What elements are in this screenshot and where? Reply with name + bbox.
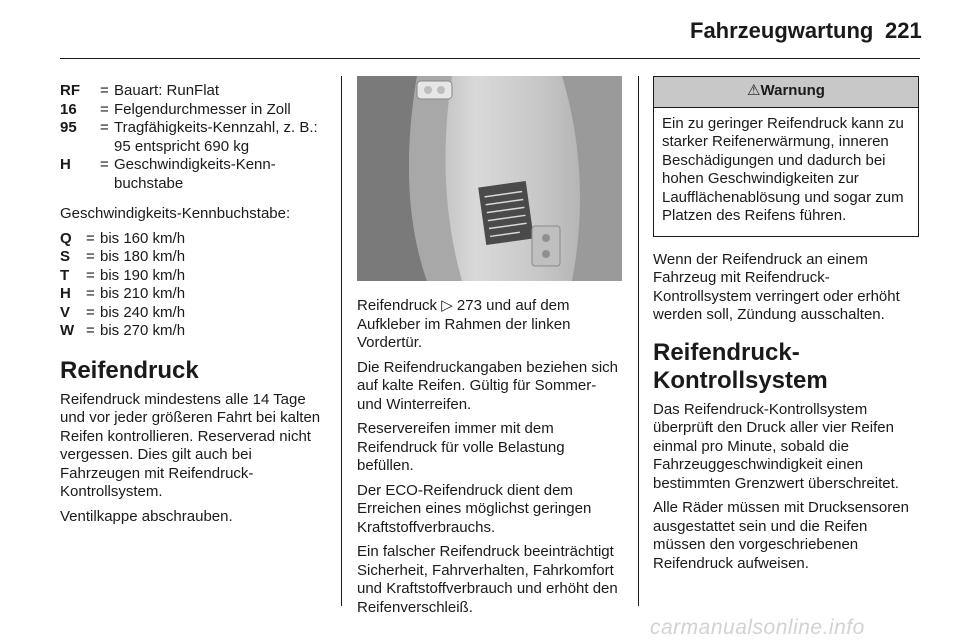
def-text: Tragfähigkeits-Kennzahl, z. B.: 95 entspricht 690 kg — [114, 119, 318, 155]
paragraph: Ein falscher Reifendruck beeinträchtigt Sicherheit, Fahrverhalten, Fahrkomfort und Kraftstoffverbrauch und erhöht den Reifenverschleiß. — [357, 543, 618, 616]
paragraph: Das Reifendruck-Kontrollsystem überprüft den Druck aller vier Reifen einmal pro Minute, sobald die Fahrzeuggeschwindigkeit einen bestimmten Grenzwert überschreitet. — [653, 400, 899, 492]
def-eq: = — [100, 82, 109, 99]
speed-intro: Geschwindigkeits-Kennbuchstabe: — [60, 205, 291, 222]
speed-eq: = — [86, 229, 95, 247]
def-eq: = — [100, 156, 109, 173]
speed-text: bis 160 km/h — [100, 229, 186, 247]
page-ref-icon: ▷ — [441, 297, 457, 314]
def-key: RF — [60, 82, 80, 99]
paragraph: Ventilkappe abschrauben. — [60, 507, 233, 525]
warning-title: Warnung — [760, 82, 825, 99]
def-eq: = — [100, 119, 109, 136]
paragraph: Reifendruck mindestens alle 14 Tage und vor jeder größeren Fahrt bei kalten Reifen kontrollieren. Reserverad nicht vergessen. Dies gilt auch bei Fahrzeugen mit Reifendruck-Kontrollsystem. — [60, 390, 321, 500]
watermark: carmanualsonline.info — [650, 616, 865, 639]
speed-eq: = — [86, 322, 95, 339]
paragraph: Der ECO-Reifendruck dient dem Erreichen eines möglichst geringen Kraftstoffverbrauchs. — [357, 481, 592, 536]
paragraph-text: und auf dem Aufkleber im Rahmen der linken Vordertür. — [357, 297, 571, 351]
warning-header — [654, 77, 918, 108]
paragraph: Wenn der Reifendruck an einem Fahrzeug mit Reifendruck-Kontrollsystem verringert oder erhöht werden soll, Zündung ausschalten. — [653, 250, 900, 323]
speed-eq: = — [86, 248, 95, 265]
def-key: 95 — [60, 119, 77, 136]
paragraph: Alle Räder müssen mit Drucksensoren ausgestattet sein und die Reifen müssen den vorgeschriebenen Reifendruck aufweisen. — [653, 499, 909, 572]
speed-key: W — [60, 322, 75, 339]
paragraph: Die Reifendruckangaben beziehen sich auf kalte Reifen. Gültig für Sommer- und Winterreifen. — [357, 358, 619, 413]
speed-key: V — [60, 303, 71, 321]
column-2 — [357, 76, 622, 623]
def-text: Felgendurchmesser in Zoll — [114, 100, 291, 118]
def-key: 16 — [60, 100, 77, 118]
speed-index-definitions — [60, 230, 325, 341]
def-text: Bauart: RunFlat — [114, 82, 220, 99]
speed-text: bis 180 km/h — [100, 248, 186, 265]
speed-key: H — [60, 285, 71, 302]
section-heading-rdks: Reifendruck-Kontrollsystem — [653, 338, 828, 394]
header-rule — [60, 58, 920, 59]
page-reference-link[interactable]: 273 — [456, 297, 482, 314]
paragraph-text: Reifendruck — [357, 297, 442, 314]
speed-key: Q — [60, 229, 72, 247]
door-illustration — [357, 76, 622, 281]
def-key: H — [60, 156, 71, 173]
warning-text: Ein zu geringer Reifendruck kann zu starker Reifenerwärmung, inneren Beschädigungen und dadurch bei hohen Geschwindigkeiten zur Laufflächenablösung und sogar zum Platzen des Reifens führen. — [662, 114, 904, 224]
speed-text: bis 210 km/h — [100, 285, 186, 302]
page-header-title: Fahrzeugwartung — [690, 18, 874, 43]
def-text: Geschwindigkeits-Kenn-buchstabe — [114, 156, 276, 192]
speed-eq: = — [86, 285, 95, 302]
warning-box — [653, 76, 919, 237]
page-number: 221 — [885, 18, 922, 43]
paragraph — [357, 297, 622, 353]
paragraph: Reservereifen immer mit dem Reifendruck für volle Belastung befüllen. — [357, 420, 565, 474]
speed-text: bis 240 km/h — [100, 303, 186, 321]
def-eq: = — [100, 100, 109, 118]
speed-text: bis 190 km/h — [100, 266, 186, 284]
speed-key: T — [60, 266, 70, 284]
column-1 — [60, 82, 325, 532]
speed-eq: = — [86, 266, 95, 284]
section-heading-reifendruck: Reifendruck — [60, 356, 199, 384]
door-frame-sticker-photo — [357, 76, 622, 281]
speed-eq: = — [86, 303, 95, 321]
tire-code-definitions — [60, 82, 325, 193]
speed-text: bis 270 km/h — [100, 322, 186, 339]
column-2-text — [357, 297, 622, 617]
column-3 — [653, 76, 921, 579]
column-divider-1 — [341, 76, 342, 606]
column-divider-2 — [638, 76, 639, 606]
warning-triangle-icon: ⚠ — [747, 82, 761, 99]
speed-key: S — [60, 248, 71, 265]
